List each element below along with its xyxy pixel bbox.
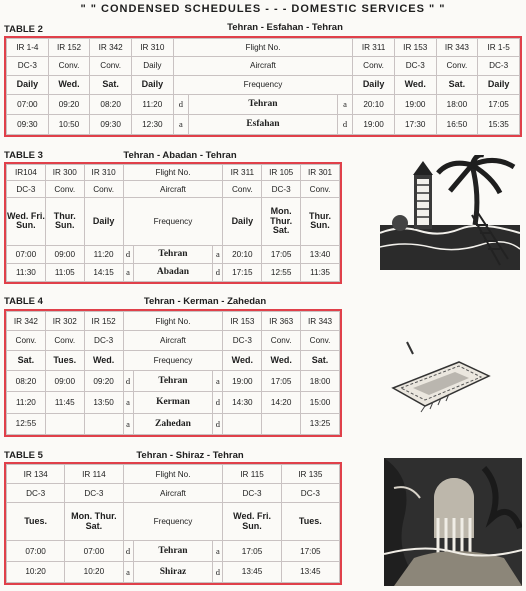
- arrive-depart-marker: d: [213, 392, 223, 413]
- time-cell: 20:10: [353, 94, 395, 114]
- schedule-table-3: [6, 164, 340, 282]
- frequency-cell: Daily: [478, 75, 520, 94]
- frequency-cell: Tues.: [45, 350, 84, 370]
- time-cell: 11:05: [45, 263, 84, 281]
- aircraft-cell: Conv.: [301, 331, 340, 350]
- arrive-depart-marker: a: [213, 245, 223, 263]
- frequency-cell: Wed.: [223, 350, 262, 370]
- stop-row: [7, 114, 520, 134]
- flight-number-cell: IR 300: [45, 165, 84, 181]
- flying-carpet-illustration: [385, 340, 495, 415]
- time-cell: 14:20: [262, 392, 301, 413]
- frequency-cell: Sat.: [436, 75, 478, 94]
- time-cell: 17:05: [262, 370, 301, 391]
- time-cell: 15:35: [478, 114, 520, 134]
- time-cell: 09:20: [48, 94, 90, 114]
- city-name: Tehran: [133, 245, 213, 263]
- arrive-depart-marker: d: [123, 541, 133, 562]
- time-cell: 11:35: [301, 263, 340, 281]
- flight-number-cell: IR 114: [65, 465, 123, 484]
- arrive-depart-marker: d: [213, 263, 223, 281]
- time-cell: 09:30: [7, 114, 49, 134]
- frequency-row: [7, 350, 340, 370]
- stop-row: [7, 245, 340, 263]
- frequency-cell: Tues.: [7, 503, 65, 541]
- table-5-box: [4, 462, 342, 585]
- time-cell: 09:20: [84, 370, 123, 391]
- garden-pavilion-illustration: [384, 458, 522, 586]
- frequency-row: [7, 197, 340, 245]
- city-name: Kerman: [133, 392, 213, 413]
- time-cell: 17:30: [394, 114, 436, 134]
- arrive-depart-marker: d: [213, 561, 223, 582]
- table-3-box: [4, 162, 342, 284]
- time-cell: 17:15: [223, 263, 262, 281]
- frequency-cell: Wed.: [48, 75, 90, 94]
- time-cell: 17:05: [262, 245, 301, 263]
- city-name: Abadan: [133, 263, 213, 281]
- table-5-label: TABLE 5: [4, 450, 43, 461]
- aircraft-cell: DC-3: [84, 331, 123, 350]
- flight-number-cell: IR 153: [394, 39, 436, 57]
- arrive-depart-marker: a: [173, 114, 188, 134]
- time-cell: 11:20: [132, 94, 174, 114]
- aircraft-cell: DC-3: [65, 484, 123, 503]
- aircraft-cell: DC-3: [394, 57, 436, 75]
- stop-row: [7, 370, 340, 391]
- flight-number-cell: IR 343: [436, 39, 478, 57]
- time-cell: [223, 413, 262, 434]
- time-cell: 14:15: [84, 263, 123, 281]
- arrive-depart-marker: d: [123, 245, 133, 263]
- flight-number-cell: IR 153: [223, 312, 262, 331]
- flight-number-cell: IR 310: [132, 39, 174, 57]
- flight-number-cell: IR 115: [223, 465, 281, 484]
- frequency-label: Frequency: [123, 197, 223, 245]
- arrive-depart-marker: a: [123, 561, 133, 582]
- stop-row: [7, 413, 340, 434]
- aircraft-row: [7, 484, 340, 503]
- flight-number-cell: IR 310: [84, 165, 123, 181]
- aircraft-cell: Conv.: [90, 57, 132, 75]
- aircraft-cell: Conv.: [353, 57, 395, 75]
- lighthouse-palm-illustration: [380, 155, 520, 270]
- time-cell: 17:05: [223, 541, 281, 562]
- arrive-depart-marker: a: [123, 392, 133, 413]
- flight-number-cell: IR 1-4: [7, 39, 49, 57]
- time-cell: 13:50: [84, 392, 123, 413]
- arrive-depart-marker: a: [123, 413, 133, 434]
- aircraft-cell: DC-3: [281, 484, 339, 503]
- frequency-row: [7, 503, 340, 541]
- frequency-cell: Mon. Thur. Sat.: [262, 197, 301, 245]
- frequency-cell: Thur. Sun.: [301, 197, 340, 245]
- frequency-row: [7, 75, 520, 94]
- time-cell: 07:00: [7, 245, 46, 263]
- city-name: Tehran: [133, 370, 213, 391]
- flight-number-cell: IR 134: [7, 465, 65, 484]
- time-cell: 13:45: [281, 561, 339, 582]
- aircraft-cell: Conv.: [48, 57, 90, 75]
- flight-number-row: [7, 165, 340, 181]
- time-cell: 09:00: [45, 370, 84, 391]
- time-cell: [262, 413, 301, 434]
- aircraft-label: Aircraft: [123, 331, 223, 350]
- frequency-cell: Daily: [132, 75, 174, 94]
- time-cell: 17:05: [478, 94, 520, 114]
- time-cell: 12:55: [262, 263, 301, 281]
- frequency-cell: Sat.: [7, 350, 46, 370]
- flight-number-label: Flight No.: [123, 312, 223, 331]
- time-cell: 10:50: [48, 114, 90, 134]
- flight-number-cell: IR 152: [48, 39, 90, 57]
- aircraft-cell: Daily: [132, 57, 174, 75]
- city-name: Esfahan: [189, 114, 338, 134]
- aircraft-cell: Conv.: [223, 181, 262, 197]
- time-cell: 18:00: [301, 370, 340, 391]
- table-3-label: TABLE 3: [4, 150, 43, 161]
- stop-row: [7, 392, 340, 413]
- table-4-label: TABLE 4: [4, 296, 43, 307]
- time-cell: 07:00: [65, 541, 123, 562]
- time-cell: 08:20: [90, 94, 132, 114]
- time-cell: 11:20: [84, 245, 123, 263]
- flight-number-cell: IR 302: [45, 312, 84, 331]
- aircraft-cell: DC-3: [223, 331, 262, 350]
- table-5-route: Tehran - Shiraz - Tehran: [136, 450, 244, 461]
- schedule-table-4: [6, 311, 340, 435]
- flight-number-cell: IR 342: [90, 39, 132, 57]
- frequency-label: Frequency: [173, 75, 353, 94]
- frequency-cell: Wed.: [394, 75, 436, 94]
- aircraft-cell: Conv.: [262, 331, 301, 350]
- time-cell: 13:40: [301, 245, 340, 263]
- arrive-depart-marker: d: [337, 114, 352, 134]
- time-cell: 12:30: [132, 114, 174, 134]
- flight-number-cell: IR 363: [262, 312, 301, 331]
- time-cell: [45, 413, 84, 434]
- flight-number-cell: IR 105: [262, 165, 301, 181]
- flight-number-row: [7, 465, 340, 484]
- aircraft-cell: Conv.: [301, 181, 340, 197]
- stop-row: [7, 561, 340, 582]
- table-3-route: Tehran - Abadan - Tehran: [123, 150, 237, 161]
- time-cell: 07:00: [7, 541, 65, 562]
- frequency-cell: Mon. Thur. Sat.: [65, 503, 123, 541]
- frequency-cell: Tues.: [281, 503, 339, 541]
- schedule-table-5: [6, 464, 340, 583]
- frequency-cell: Daily: [84, 197, 123, 245]
- arrive-depart-marker: a: [213, 541, 223, 562]
- aircraft-cell: Conv.: [45, 181, 84, 197]
- city-name: Zahedan: [133, 413, 213, 434]
- aircraft-cell: DC-3: [7, 57, 49, 75]
- aircraft-cell: Conv.: [7, 331, 46, 350]
- aircraft-cell: Conv.: [436, 57, 478, 75]
- time-cell: 12:55: [7, 413, 46, 434]
- time-cell: 11:45: [45, 392, 84, 413]
- time-cell: 10:20: [65, 561, 123, 582]
- flight-number-cell: IR104: [7, 165, 46, 181]
- frequency-cell: Daily: [353, 75, 395, 94]
- arrive-depart-marker: a: [123, 263, 133, 281]
- frequency-cell: Wed.: [84, 350, 123, 370]
- time-cell: 11:20: [7, 392, 46, 413]
- flight-number-cell: IR 135: [281, 465, 339, 484]
- table-4-box: [4, 309, 342, 437]
- flight-number-label: Flight No.: [173, 39, 353, 57]
- arrive-depart-marker: a: [213, 370, 223, 391]
- time-cell: 13:45: [223, 561, 281, 582]
- flight-number-label: Flight No.: [123, 165, 223, 181]
- flight-number-cell: IR 311: [223, 165, 262, 181]
- time-cell: 09:30: [90, 114, 132, 134]
- frequency-cell: Wed.: [262, 350, 301, 370]
- schedule-table-2: [6, 38, 520, 135]
- arrive-depart-marker: a: [337, 94, 352, 114]
- aircraft-cell: Conv.: [84, 181, 123, 197]
- arrive-depart-marker: d: [123, 370, 133, 391]
- aircraft-cell: Conv.: [45, 331, 84, 350]
- city-name: Tehran: [133, 541, 213, 562]
- aircraft-cell: DC-3: [478, 57, 520, 75]
- aircraft-cell: DC-3: [223, 484, 281, 503]
- frequency-cell: Sat.: [301, 350, 340, 370]
- table-2-box: [4, 36, 522, 137]
- time-cell: 07:00: [7, 94, 49, 114]
- time-cell: 19:00: [353, 114, 395, 134]
- time-cell: 16:50: [436, 114, 478, 134]
- time-cell: 14:30: [223, 392, 262, 413]
- table-4-route: Tehran - Kerman - Zahedan: [143, 296, 267, 307]
- city-name: Shiraz: [133, 561, 213, 582]
- frequency-label: Frequency: [123, 350, 223, 370]
- stop-row: [7, 94, 520, 114]
- frequency-label: Frequency: [123, 503, 223, 541]
- frequency-cell: Daily: [7, 75, 49, 94]
- arrive-depart-marker: d: [173, 94, 188, 114]
- time-cell: 15:00: [301, 392, 340, 413]
- aircraft-label: Aircraft: [173, 57, 353, 75]
- flight-number-cell: IR 342: [7, 312, 46, 331]
- time-cell: 10:20: [7, 561, 65, 582]
- time-cell: 13:25: [301, 413, 340, 434]
- flight-number-label: Flight No.: [123, 465, 223, 484]
- aircraft-label: Aircraft: [123, 181, 223, 197]
- frequency-cell: Wed. Fri. Sun.: [223, 503, 281, 541]
- stop-row: [7, 541, 340, 562]
- time-cell: 18:00: [436, 94, 478, 114]
- flight-number-cell: IR 1-5: [478, 39, 520, 57]
- time-cell: 19:00: [394, 94, 436, 114]
- table-2-route: Tehran - Esfahan - Tehran: [227, 22, 343, 33]
- page-header: " " CONDENSED SCHEDULES - - - DOMESTIC SERVICES " ": [80, 3, 446, 15]
- time-cell: 19:00: [223, 370, 262, 391]
- aircraft-row: [7, 181, 340, 197]
- aircraft-row: [7, 57, 520, 75]
- arrive-depart-marker: d: [213, 413, 223, 434]
- frequency-cell: Wed. Fri. Sun.: [7, 197, 46, 245]
- flight-number-cell: IR 343: [301, 312, 340, 331]
- aircraft-cell: DC-3: [7, 181, 46, 197]
- time-cell: [84, 413, 123, 434]
- frequency-cell: Daily: [223, 197, 262, 245]
- time-cell: 17:05: [281, 541, 339, 562]
- table-2-label: TABLE 2: [4, 24, 43, 35]
- aircraft-cell: DC-3: [262, 181, 301, 197]
- time-cell: 20:10: [223, 245, 262, 263]
- aircraft-row: [7, 331, 340, 350]
- flight-number-cell: IR 301: [301, 165, 340, 181]
- flight-number-row: [7, 39, 520, 57]
- aircraft-label: Aircraft: [123, 484, 223, 503]
- frequency-cell: Thur. Sun.: [45, 197, 84, 245]
- flight-number-row: [7, 312, 340, 331]
- flight-number-cell: IR 152: [84, 312, 123, 331]
- aircraft-cell: DC-3: [7, 484, 65, 503]
- city-name: Tehran: [189, 94, 338, 114]
- frequency-cell: Sat.: [90, 75, 132, 94]
- stop-row: [7, 263, 340, 281]
- flight-number-cell: IR 311: [353, 39, 395, 57]
- time-cell: 09:00: [45, 245, 84, 263]
- time-cell: 08:20: [7, 370, 46, 391]
- time-cell: 11:30: [7, 263, 46, 281]
